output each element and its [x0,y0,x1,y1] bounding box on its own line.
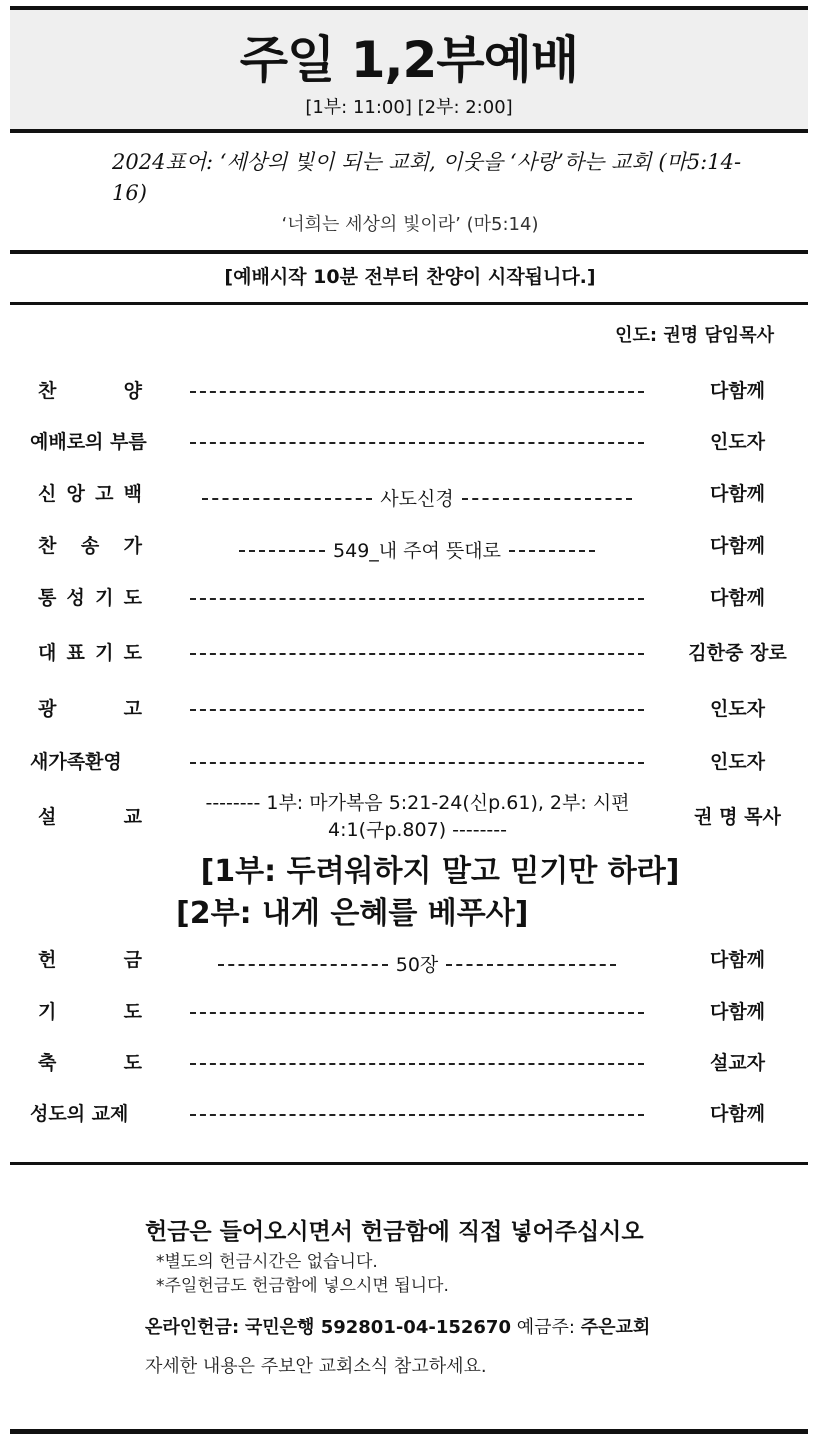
dash-leader [190,995,644,1029]
dash-line [190,425,644,459]
dash-leader [190,692,644,726]
dash-leader [190,745,644,779]
service-notice: [예배시작 10분 전부터 찬양이 시작됩니다.] [224,266,596,288]
order-row [0,745,820,779]
order-presenter: 다함께 [709,535,766,557]
dash-leader [509,550,595,552]
sermon-title-first: [1부: 두려워하지 말고 믿기만 하라] [200,854,680,889]
order-row [0,943,820,977]
order-label: 대 표 기 도 [38,642,142,664]
dash-line [190,1097,644,1131]
header-banner [10,10,808,131]
order-row [0,425,820,459]
page-title: 주일 1,2부예배 [239,31,579,89]
order-detail [190,477,644,516]
order-presenter: 다함께 [709,483,766,505]
dash-line [190,636,644,670]
detail-note: 자세한 내용은 주보안 교회소식 참고하세요. [145,1356,487,1377]
order-label: 기 도 [38,1001,142,1023]
motto-verse: ‘너희는 세상의 빛이라’ (마5:14) [281,214,539,235]
order-detail-text: 사도신경 [380,488,454,510]
dash-leader [190,1046,644,1080]
order-label: 신 앙 고 백 [38,483,142,505]
header-bottom-border [10,129,808,133]
dash-leader [190,374,644,408]
order-row [0,636,820,670]
dash-line [190,995,644,1029]
order-label: 광 고 [38,698,142,720]
order-presenter: 다함께 [709,1001,766,1023]
order-presenter: 설교자 [709,1052,766,1074]
online-offering [145,1314,650,1342]
order-label: 예배로의 부름 [30,431,147,453]
dash-leader [239,550,325,552]
service-times: [1부: 11:00] [2부: 2:00] [305,97,513,118]
online-offering-label: 온라인헌금: [145,1317,240,1338]
order-row [0,1097,820,1131]
order-presenter: 권 명 목사 [694,806,781,828]
order-detail [190,529,644,568]
divider [10,250,808,254]
order-presenter: 다함께 [709,1103,766,1125]
dash-line [190,1046,644,1080]
offering-note: *별도의 헌금시간은 없습니다. [156,1252,378,1272]
dash-leader [190,1097,644,1131]
order-presenter: 인도자 [709,431,766,453]
order-row [0,477,820,511]
order-detail-wrap [239,534,595,568]
order-label: 축 도 [38,1052,142,1074]
dash-line [190,745,644,779]
order-detail-wrap [202,482,631,516]
divider [10,302,808,305]
order-detail-text: 549_내 주여 뜻대로 [333,540,501,562]
dash-line [190,374,644,408]
dash-leader [190,581,644,615]
dash-line [190,581,644,615]
order-label: 설 교 [38,806,142,828]
sermon-scripture: -------- 1부: 마가복음 5:21-24(신p.61), 2부: 시편 4:1(구p.807) -------- [205,792,630,841]
dash-leader [462,498,632,500]
bottom-border [10,1429,808,1434]
order-row [0,995,820,1029]
dash-leader [446,964,616,966]
order-label: 성도의 교제 [30,1103,129,1125]
order-row [0,529,820,563]
order-presenter: 김한중 장로 [688,642,787,664]
dash-leader [190,636,644,670]
account-holder-label: 예금주: [516,1317,575,1338]
order-row [0,692,820,726]
dash-leader [202,498,372,500]
dash-line [190,692,644,726]
order-detail-wrap [218,948,617,982]
order-label: 통 성 기 도 [38,587,142,609]
sermon-title-second: [2부: 내게 은혜를 베푸사] [176,896,529,931]
order-presenter: 인도자 [709,751,766,773]
order-presenter: 다함께 [709,587,766,609]
dash-leader [218,964,388,966]
yearly-motto: 2024표어: ‘세상의 빛이 되는 교회, 이웃을 ‘사랑’하는 교회 (마5:14-16) [112,150,742,205]
offering-note: *주일헌금도 헌금함에 넣으시면 됩니다. [156,1276,449,1296]
order-row [0,1046,820,1080]
order-row [0,374,820,408]
order-label: 새가족환영 [30,751,122,773]
divider [10,1162,808,1165]
order-presenter: 다함께 [709,380,766,402]
offering-heading: 헌금은 들어오시면서 헌금함에 직접 넣어주십시오 [145,1219,644,1245]
order-label: 찬 양 [38,380,142,402]
order-presenter: 다함께 [709,949,766,971]
order-detail [190,943,644,982]
order-row [0,581,820,615]
service-leader: 인도: 권명 담임목사 [615,325,774,346]
bank-account: 국민은행 592801-04-152670 [244,1317,511,1338]
order-label: 찬 송 가 [38,535,142,557]
account-holder: 주은교회 [580,1317,651,1338]
order-detail-text: 50장 [395,954,439,976]
order-label: 헌 금 [38,949,142,971]
order-presenter: 인도자 [709,698,766,720]
dash-leader [190,425,644,459]
